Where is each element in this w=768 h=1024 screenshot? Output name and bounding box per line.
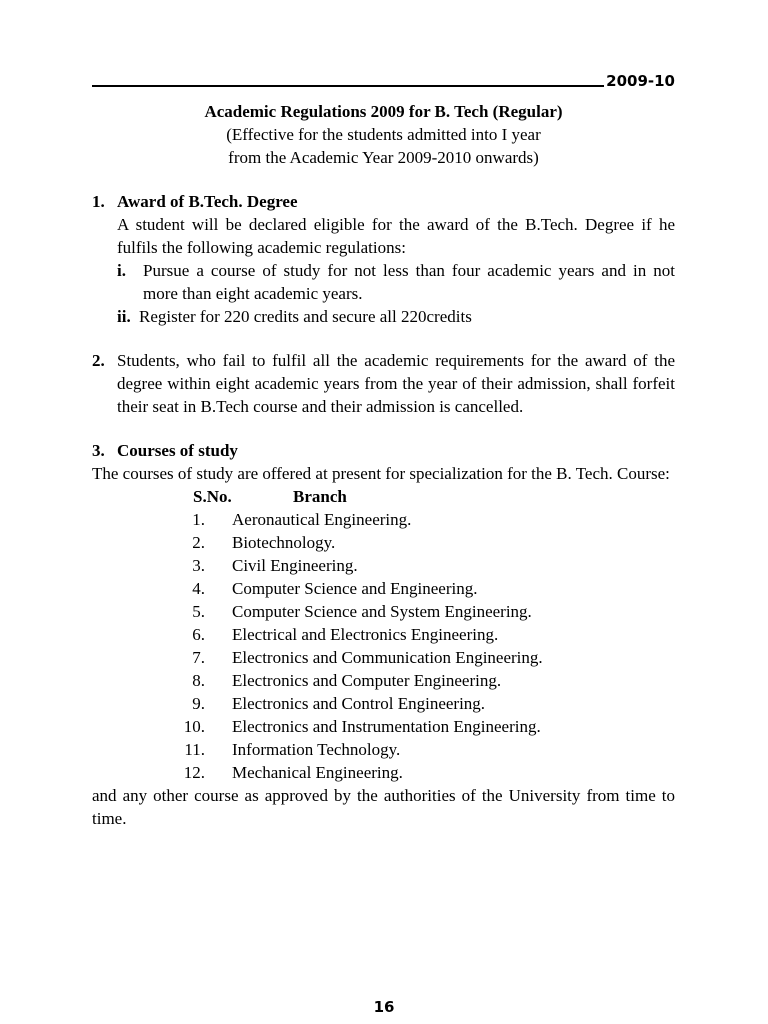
branch-name: Biotechnology.	[232, 533, 336, 552]
table-row	[92, 623, 675, 646]
table-row	[92, 692, 675, 715]
section-1-intro: A student will be declared eligible for the award of the B.Tech. Degree if he fulfils the following academic regulations:	[117, 215, 675, 257]
table-row	[92, 531, 675, 554]
table-row	[92, 508, 675, 531]
list-item-text: Pursue a course of study for not less than four academic years and in not more than eight academic years.	[143, 261, 675, 303]
branch-number: 2.	[192, 533, 205, 552]
branch-number: 5.	[192, 602, 205, 621]
branch-name: Electronics and Instrumentation Engineering.	[232, 717, 541, 736]
table-row	[92, 600, 675, 623]
branch-name: Electronics and Communication Engineering.	[232, 648, 543, 667]
table-row	[92, 738, 675, 761]
branch-name: Electronics and Control Engineering.	[232, 694, 486, 713]
table-row	[92, 715, 675, 738]
branch-table-header	[92, 485, 675, 508]
header-rule	[92, 85, 604, 87]
branch-name: Information Technology.	[232, 740, 401, 759]
page-number: 16	[373, 998, 395, 1016]
branch-number: 6.	[192, 625, 205, 644]
section-forfeit-seat	[92, 349, 675, 418]
section-1-items	[92, 259, 675, 328]
branch-name: Electrical and Electronics Engineering.	[232, 625, 499, 644]
table-row	[92, 669, 675, 692]
list-item-marker: i.	[117, 261, 126, 280]
section-3-heading	[92, 439, 675, 462]
section-3-intro: The courses of study are offered at present for specialization for the B. Tech. Course:	[92, 464, 670, 483]
branch-table	[92, 485, 675, 784]
branch-name: Aeronautical Engineering.	[232, 510, 412, 529]
branch-number: 10.	[183, 717, 205, 736]
section-award-of-degree	[92, 190, 675, 328]
branch-number: 8.	[192, 671, 205, 690]
branch-number: 12.	[183, 763, 205, 782]
branch-number: 7.	[192, 648, 205, 667]
branch-number: 3.	[192, 556, 205, 575]
branch-number: 1.	[192, 510, 205, 529]
section-3-title: Courses of study	[117, 441, 238, 460]
section-1-number: 1.	[92, 192, 105, 211]
branch-number: 4.	[192, 579, 205, 598]
list-item-marker: ii.	[117, 307, 131, 326]
section-2-paragraph	[92, 349, 675, 418]
running-header	[92, 66, 675, 90]
branch-name: Computer Science and System Engineering.	[232, 602, 532, 621]
branch-name: Computer Science and Engineering.	[232, 579, 478, 598]
table-row	[92, 577, 675, 600]
table-row	[92, 761, 675, 784]
column-header-branch: Branch	[293, 487, 347, 506]
list-item	[117, 259, 675, 305]
branch-name: Electronics and Computer Engineering.	[232, 671, 502, 690]
branch-number: 9.	[192, 694, 205, 713]
document-title: Academic Regulations 2009 for B. Tech (Regular)	[204, 102, 563, 121]
table-row	[92, 554, 675, 577]
section-3-number: 3.	[92, 441, 105, 460]
branch-name: Civil Engineering.	[232, 556, 358, 575]
title-block	[92, 100, 675, 169]
branch-number: 11.	[184, 740, 205, 759]
section-1-title: Award of B.Tech. Degree	[117, 192, 298, 211]
column-header-sno: S.No.	[193, 487, 232, 506]
title-subline-1: (Effective for the students admitted into I year	[226, 125, 541, 144]
section-2-text: Students, who fail to fulfil all the academic requirements for the award of the degree within eight academic years from the year of their admission, shall forfeit their seat in B.Tech course and their admission is cancelled.	[117, 351, 675, 416]
section-courses-of-study	[92, 439, 675, 830]
title-subline-2: from the Academic Year 2009-2010 onwards)	[228, 148, 539, 167]
section-2-number: 2.	[92, 351, 105, 370]
document-page	[92, 66, 675, 830]
branch-rows	[92, 508, 675, 784]
list-item	[117, 305, 675, 328]
list-item-text: Register for 220 credits and secure all 220credits	[139, 307, 472, 326]
section-1-heading	[92, 190, 675, 213]
table-row	[92, 646, 675, 669]
header-year: 2009-10	[606, 72, 675, 90]
branch-name: Mechanical Engineering.	[232, 763, 403, 782]
section-3-closing: and any other course as approved by the authorities of the University from time to time.	[92, 786, 675, 828]
